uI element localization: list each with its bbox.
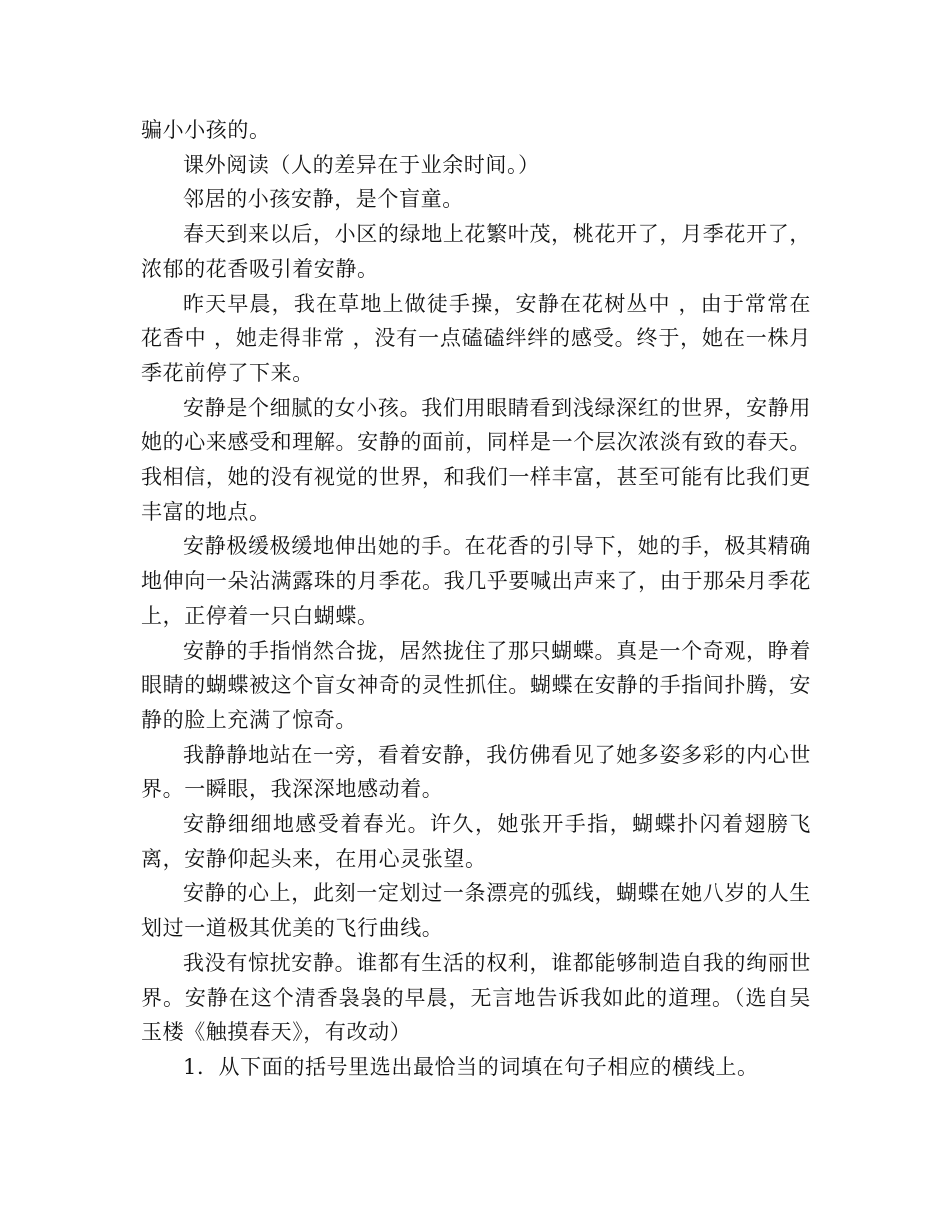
paragraph: 安静是个细腻的女小孩。我们用眼睛看到浅绿深红的世界，安静用她的心来感受和理解。安静的面前，同样是一个层次浓淡有致的春天。我相信，她的没有视觉的世界，和我们一样丰富，甚至可能有比我们更丰富的地点。 [141,395,811,524]
document-page [141,113,811,1085]
paragraph: 安静的手指悄然合拢，居然拢住了那只蝴蝶。真是一个奇观，睁着眼睛的蝴蝶被这个盲女神奇的灵性抓住。蝴蝶在安静的手指间扑腾，安静的脸上充满了惊奇。 [141,638,811,732]
paragraph: 安静的心上，此刻一定划过一条漂亮的弧线，蝴蝶在她八岁的人生划过一道极其优美的飞行曲线。 [141,881,811,941]
paragraph: 邻居的小孩安静，是个盲童。 [183,187,464,212]
paragraph-source: 我没有惊扰安静。谁都有生活的权利，谁都能够制造自我的绚丽世界。安静在这个清香袅袅的早晨，无言地告诉我如此的道理。（选自吴玉楼《触摸春天》，有改动） [141,950,811,1045]
question-1: 1．从下面的括号里选出最恰当的词填在句子相应的横线上。 [183,1054,759,1079]
paragraph: 安静极缓极缓地伸出她的手。在花香的引导下，她的手，极其精确地伸向一朵沾满露珠的月季花。我几乎要喊出声来了，由于那朵月季花上，正停着一只白蝴蝶。 [141,534,811,628]
paragraph: 安静细细地感受着春光。许久，她张开手指，蝴蝶扑闪着翅膀飞离，安静仰起头来，在用心灵张望。 [141,812,811,871]
paragraph-continued: 骗小小孩的。 [141,118,271,142]
paragraph: 我静静地站在一旁，看着安静，我仿佛看见了她多姿多彩的内心世界。一瞬眼，我深深地感动着。 [141,742,811,802]
paragraph: 昨天早晨，我在草地上做徒手操，安静在花树丛中 ，由于常常在花香中 ，她走得非常 ，没有一点磕磕绊绊的感受。终于，她在一株月季花前停了下来。 [141,291,811,385]
paragraph: 春天到来以后，小区的绿地上花繁叶茂，桃花开了，月季花开了，浓郁的花香吸引着安静。 [141,222,811,281]
paragraph-reading-heading: 课外阅读（人的差异在于业余时间。） [183,152,540,177]
